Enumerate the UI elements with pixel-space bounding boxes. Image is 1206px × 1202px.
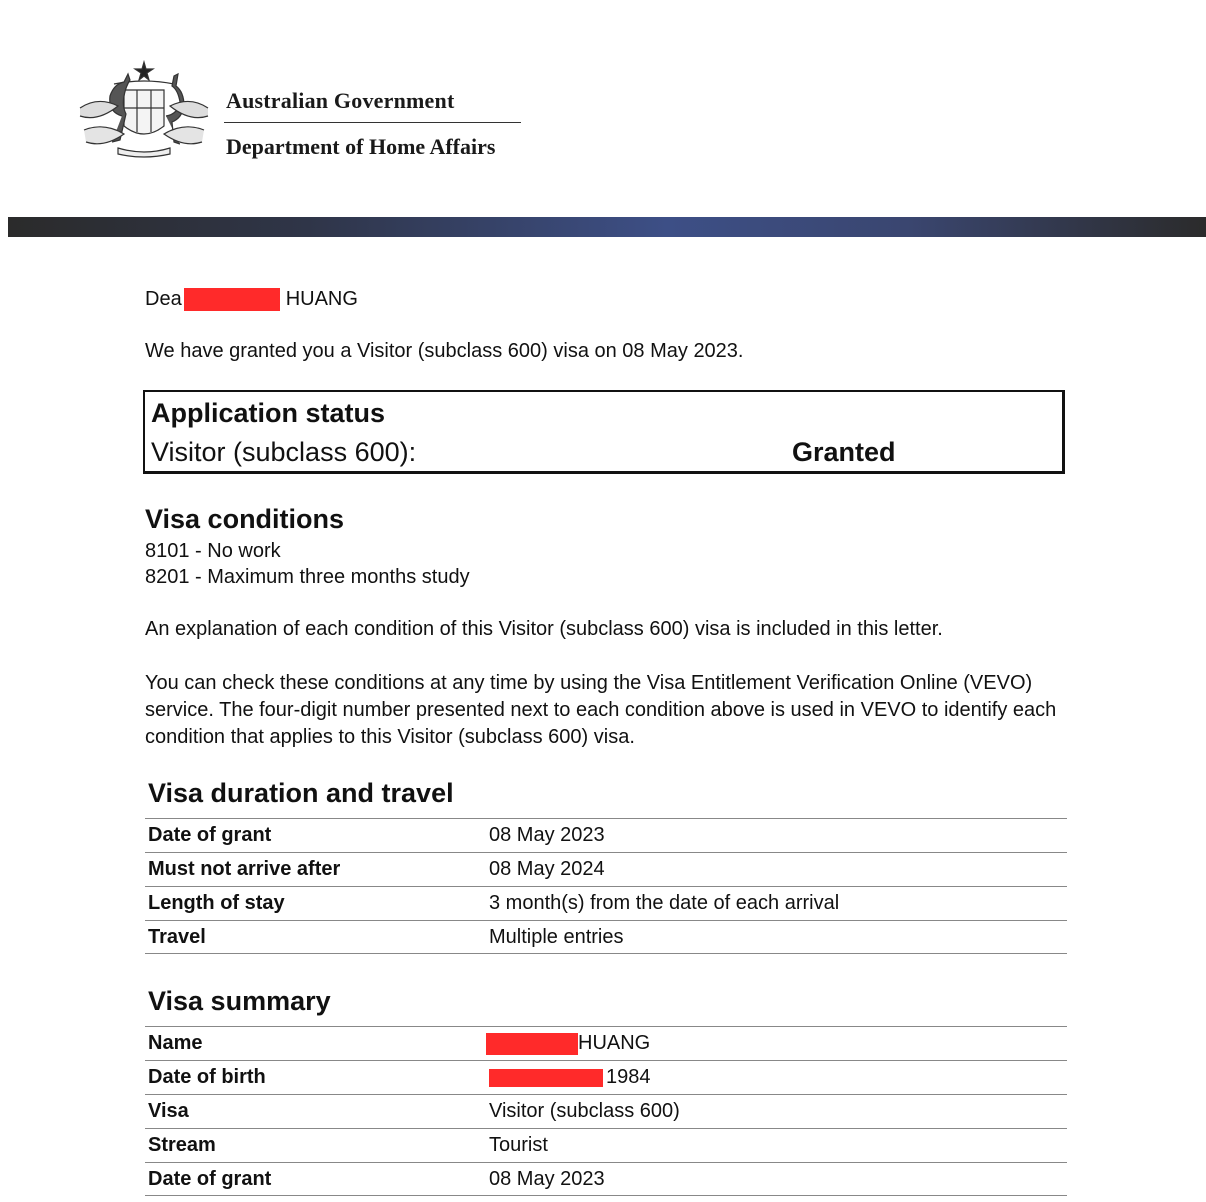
table-row	[145, 920, 1067, 954]
conditions-list	[145, 538, 470, 590]
row-value-redacted	[489, 1032, 650, 1055]
table-row	[145, 1026, 1067, 1060]
explanation-paragraph: An explanation of each condition of this Visitor (subclass 600) visa is included in this letter.	[145, 618, 943, 640]
department-name: Department of Home Affairs	[226, 134, 496, 159]
application-status-box	[143, 390, 1065, 474]
status-label: Visitor (subclass 600):	[151, 437, 417, 467]
dob-value: 1984	[606, 1066, 651, 1088]
table-row	[145, 1128, 1067, 1162]
row-value: 3 month(s) from the date of each arrival	[489, 892, 840, 914]
visa-conditions-heading: Visa conditions	[145, 504, 345, 534]
condition-item: 8101 - No work	[145, 540, 281, 562]
government-name: Australian Government	[226, 88, 455, 113]
status-title: Application status	[151, 398, 386, 428]
letterhead	[0, 0, 1206, 215]
duration-table	[145, 818, 1067, 954]
row-value: 08 May 2023	[489, 1168, 605, 1190]
letterhead-divider	[224, 122, 521, 123]
row-label: Travel	[148, 926, 206, 948]
salutation-surname: HUANG	[285, 288, 358, 310]
header-banner	[8, 217, 1206, 237]
summary-heading: Visa summary	[148, 986, 331, 1016]
row-label: Name	[148, 1032, 203, 1054]
row-value: 08 May 2024	[489, 858, 605, 880]
row-value: Visitor (subclass 600)	[489, 1100, 680, 1122]
row-value: Multiple entries	[489, 926, 624, 948]
row-label: Date of birth	[148, 1066, 266, 1088]
salutation	[145, 288, 358, 311]
name-value: HUANG	[578, 1032, 651, 1054]
table-row	[145, 1060, 1067, 1094]
row-value: Tourist	[489, 1134, 548, 1156]
table-row	[145, 886, 1067, 920]
row-value-redacted	[489, 1066, 651, 1089]
table-row	[145, 1162, 1067, 1196]
status-value: Granted	[792, 437, 896, 467]
row-label: Date of grant	[148, 824, 272, 846]
row-label: Date of grant	[148, 1168, 272, 1190]
redaction-bar	[489, 1069, 603, 1087]
row-label: Must not arrive after	[148, 858, 341, 880]
duration-heading: Visa duration and travel	[148, 778, 454, 808]
table-row	[145, 1094, 1067, 1128]
coat-of-arms-icon	[74, 56, 214, 162]
vevo-paragraph: You can check these conditions at any time by using the Visa Entitlement Verification Online (VEVO) service. The four-digit number presented next to each condition above is used in VEVO to identify each condition that applies to this Visitor (subclass 600) visa.	[145, 672, 1057, 748]
grant-intro: We have granted you a Visitor (subclass 600) visa on 08 May 2023.	[145, 340, 744, 362]
table-row	[145, 818, 1067, 852]
redaction-bar	[184, 288, 280, 311]
row-label: Length of stay	[148, 892, 285, 914]
condition-item: 8201 - Maximum three months study	[145, 566, 470, 588]
row-value: 08 May 2023	[489, 824, 605, 846]
redaction-bar	[486, 1033, 578, 1055]
table-row	[145, 852, 1067, 886]
row-label: Stream	[148, 1134, 216, 1156]
salutation-prefix: Dea	[145, 288, 182, 310]
summary-table	[145, 1026, 1067, 1196]
row-label: Visa	[148, 1100, 189, 1122]
